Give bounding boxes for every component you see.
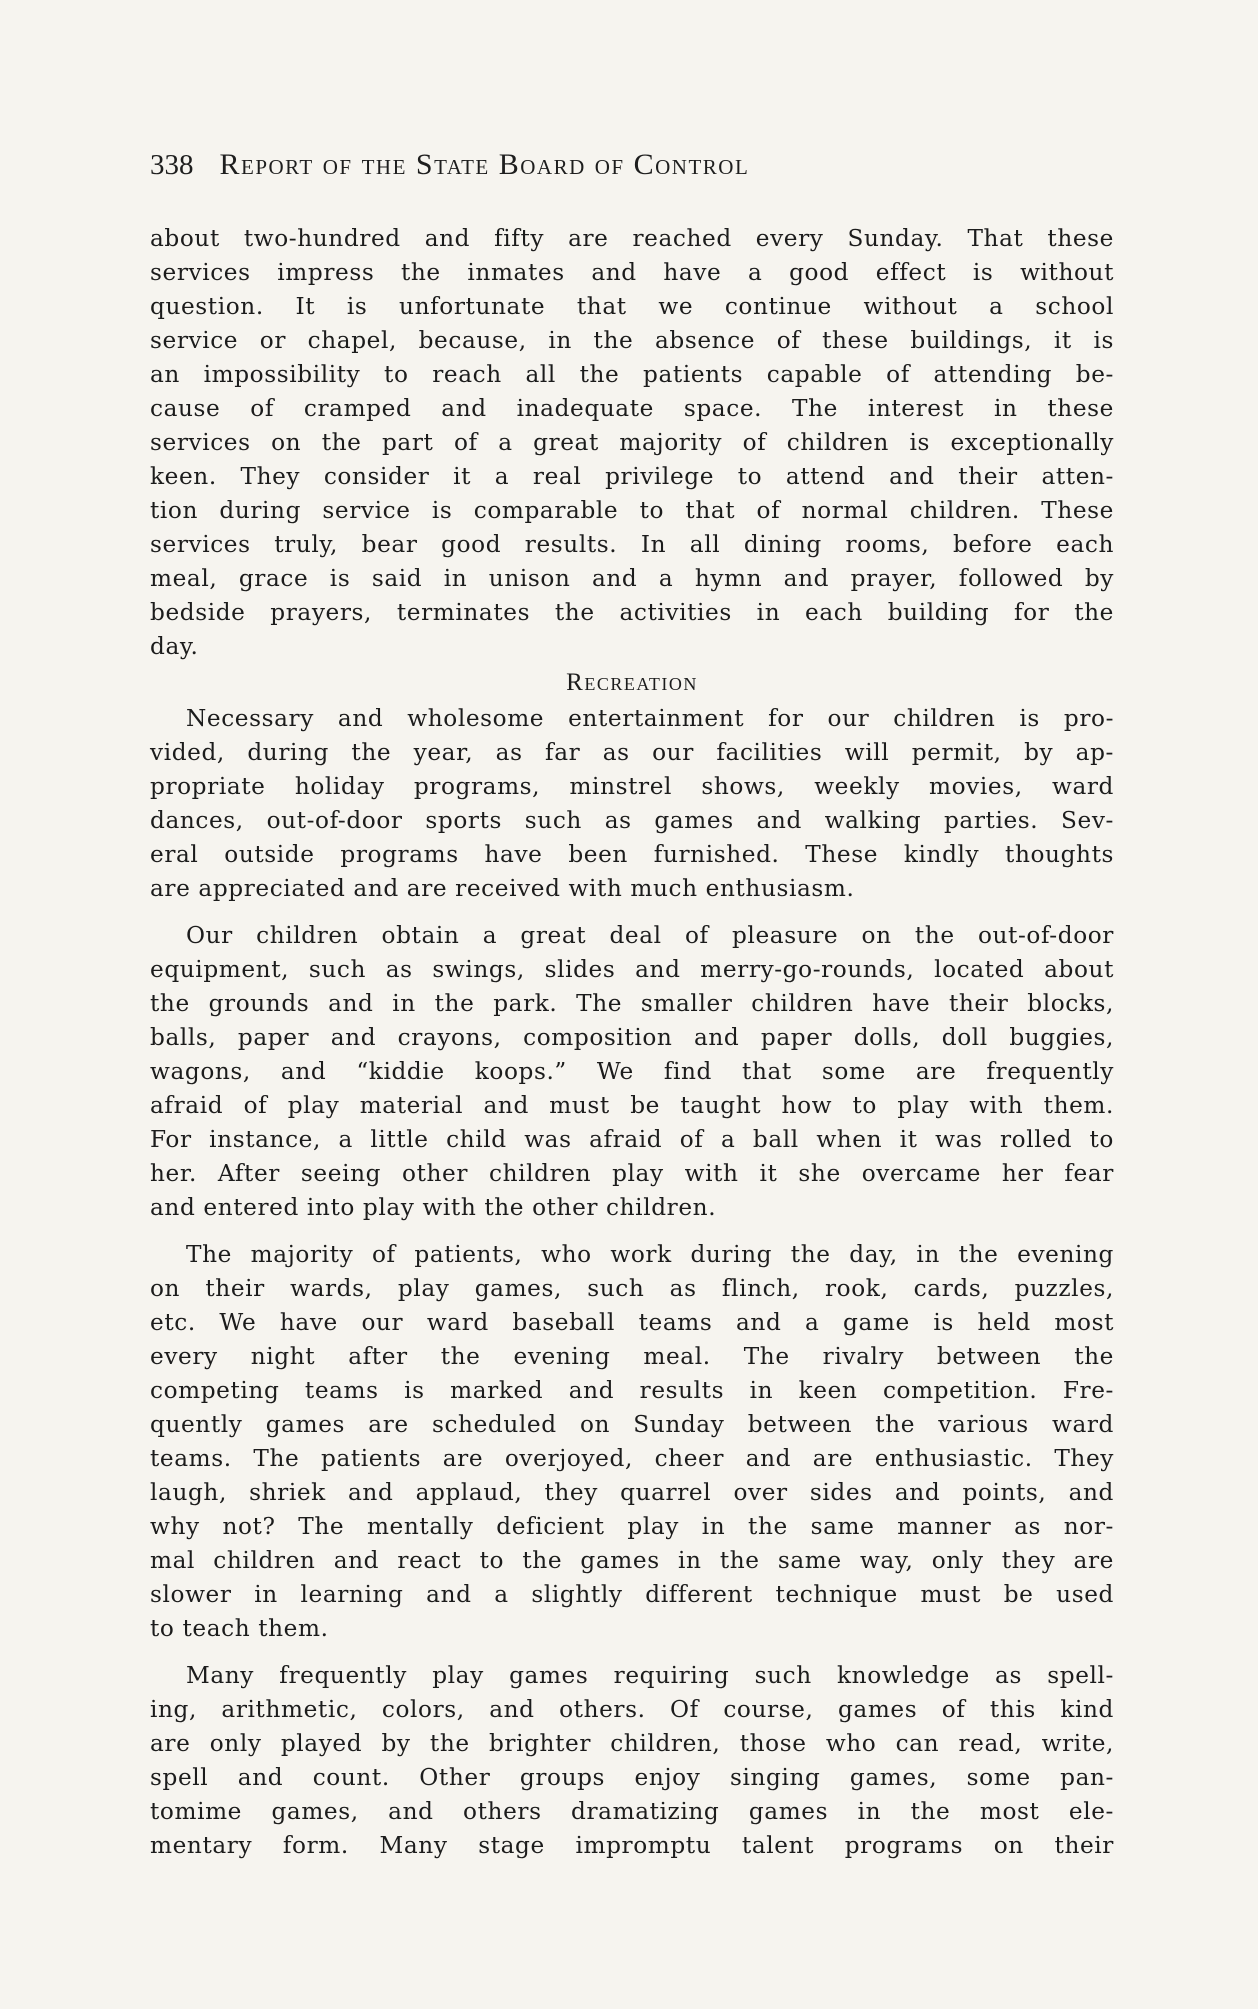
text-line: day.: [150, 633, 199, 660]
running-head: Report of the State Board of Control: [219, 148, 750, 181]
text-line: services on the part of a great majority of children is exceptionally: [150, 429, 1114, 456]
text-line: and entered into play with the other children.: [150, 1194, 717, 1221]
paragraph: [150, 222, 1114, 664]
text-line: mal children and react to the games in the same way, only they are: [150, 1547, 1114, 1574]
paragraph: [150, 919, 1114, 1225]
text-line: every night after the evening meal. The rivalry between the: [150, 1343, 1114, 1370]
paragraph: [150, 1659, 1114, 1863]
text-line: services truly, bear good results. In all dining rooms, before each: [150, 531, 1114, 558]
text-line: afraid of play material and must be taught how to play with them.: [150, 1092, 1114, 1119]
paragraph-gap: [150, 1646, 1114, 1659]
text-line: slower in learning and a slightly different technique must be used: [150, 1581, 1114, 1608]
page-header: [150, 148, 1110, 188]
page-number: 338: [150, 149, 194, 181]
text-line: her. After seeing other children play with it she overcame her fear: [150, 1160, 1114, 1187]
text-line: vided, during the year, as far as our facilities will permit, by ap-: [150, 739, 1114, 766]
text-line: meal, grace is said in unison and a hymn and prayer, followed by: [150, 565, 1114, 592]
text-line: teams. The patients are overjoyed, cheer and are enthusiastic. They: [150, 1445, 1114, 1472]
text-line: For instance, a little child was afraid of a ball when it was rolled to: [150, 1126, 1114, 1153]
text-line: propriate holiday programs, minstrel shows, weekly movies, ward: [150, 773, 1114, 800]
text-line: ing, arithmetic, colors, and others. Of course, games of this kind: [150, 1696, 1114, 1723]
text-line: eral outside programs have been furnished. These kindly thoughts: [150, 841, 1114, 868]
text-line: to teach them.: [150, 1615, 329, 1642]
section-heading: Recreation: [566, 669, 698, 696]
text-line: the grounds and in the park. The smaller children have their blocks,: [150, 990, 1114, 1017]
text-line: are appreciated and are received with much enthusiasm.: [150, 875, 855, 902]
paragraph: [150, 702, 1114, 906]
text-line: are only played by the brighter children, those who can read, write,: [150, 1730, 1114, 1757]
text-line: tomime games, and others dramatizing games in the most ele-: [150, 1798, 1114, 1825]
text-line: The majority of patients, who work during the day, in the evening: [186, 1241, 1114, 1268]
text-line: why not? The mentally deficient play in the same manner as nor-: [150, 1513, 1114, 1540]
text-line: quently games are scheduled on Sunday between the various ward: [150, 1411, 1114, 1438]
text-line: wagons, and “kiddie koops.” We find that some are frequently: [150, 1058, 1114, 1085]
text-line: Our children obtain a great deal of pleasure on the out-of-door: [186, 922, 1114, 949]
text-line: on their wards, play games, such as flinch, rook, cards, puzzles,: [150, 1275, 1114, 1302]
paragraph-gap: [150, 1225, 1114, 1238]
text-line: balls, paper and crayons, composition and paper dolls, doll buggies,: [150, 1024, 1114, 1051]
text-line: competing teams is marked and results in keen competition. Fre-: [150, 1377, 1114, 1404]
paragraph-gap: [150, 906, 1114, 919]
text-line: Necessary and wholesome entertainment for our children is pro-: [186, 705, 1114, 732]
text-line: services impress the inmates and have a good effect is without: [150, 259, 1114, 286]
text-line: cause of cramped and inadequate space. The interest in these: [150, 395, 1114, 422]
text-line: equipment, such as swings, slides and merry-go-rounds, located about: [150, 956, 1114, 983]
text-line: Many frequently play games requiring such knowledge as spell-: [186, 1662, 1114, 1689]
text-line: an impossibility to reach all the patients capable of attending be-: [150, 361, 1114, 388]
text-line: laugh, shriek and applaud, they quarrel over sides and points, and: [150, 1479, 1114, 1506]
body-text: [150, 222, 1114, 1863]
text-line: spell and count. Other groups enjoy singing games, some pan-: [150, 1764, 1114, 1791]
text-line: keen. They consider it a real privilege to attend and their atten-: [150, 463, 1114, 490]
text-line: tion during service is comparable to that of normal children. These: [150, 497, 1114, 524]
text-line: mentary form. Many stage impromptu talent programs on their: [150, 1832, 1114, 1859]
text-line: etc. We have our ward baseball teams and a game is held most: [150, 1309, 1114, 1336]
text-line: bedside prayers, terminates the activities in each building for the: [150, 599, 1114, 626]
text-line: service or chapel, because, in the absence of these buildings, it is: [150, 327, 1114, 354]
text-line: about two-hundred and fifty are reached every Sunday. That these: [150, 225, 1114, 252]
paragraph: [150, 1238, 1114, 1646]
text-line: question. It is unfortunate that we continue without a school: [150, 293, 1114, 320]
text-line: dances, out-of-door sports such as games and walking parties. Sev-: [150, 807, 1114, 834]
